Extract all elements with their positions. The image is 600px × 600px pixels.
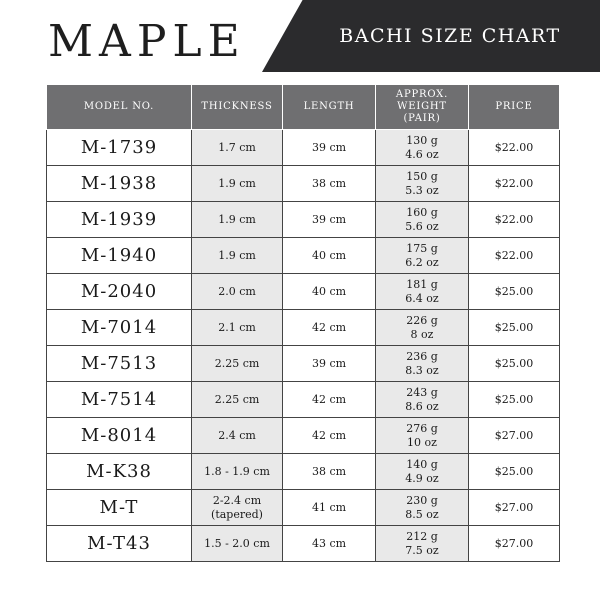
model-cell xyxy=(47,310,192,346)
table-row xyxy=(47,166,560,202)
weight-cell-text: 4.6 oz xyxy=(405,147,439,161)
thickness-cell-text: 2.1 cm xyxy=(218,320,256,334)
weight-cell-text: 140 g xyxy=(406,457,438,471)
header-length: LENGTH xyxy=(283,85,376,130)
length-cell-text: 39 cm xyxy=(311,212,347,226)
thickness-cell xyxy=(192,382,283,418)
weight-cell-text: 236 g xyxy=(406,349,438,363)
weight-cell xyxy=(376,526,469,562)
length-cell-text: 42 cm xyxy=(311,428,347,442)
weight-cell xyxy=(376,166,469,202)
thickness-cell xyxy=(192,166,283,202)
length-cell-text: 41 cm xyxy=(311,500,347,514)
model-cell xyxy=(47,346,192,382)
length-cell xyxy=(283,166,376,202)
length-cell-text: 39 cm xyxy=(311,140,347,154)
model-cell-text: M-1940 xyxy=(80,244,158,266)
header-weight-line2: WEIGHT xyxy=(397,101,447,112)
model-cell-text: M-1938 xyxy=(80,172,158,194)
price-cell-text: $27.00 xyxy=(494,428,534,442)
thickness-cell xyxy=(192,346,283,382)
weight-cell-text: 8.6 oz xyxy=(405,399,439,413)
model-cell-text: M-2040 xyxy=(80,280,158,302)
model-cell xyxy=(47,526,192,562)
model-cell-text: M-T43 xyxy=(87,532,151,554)
weight-cell xyxy=(376,310,469,346)
price-cell-text: $25.00 xyxy=(494,464,534,478)
thickness-cell-text: 2.0 cm xyxy=(218,284,256,298)
price-cell xyxy=(469,454,560,490)
weight-cell-text: 181 g xyxy=(406,277,438,291)
thickness-cell-text: 1.9 cm xyxy=(218,248,256,262)
model-cell xyxy=(47,238,192,274)
weight-cell xyxy=(376,418,469,454)
thickness-cell xyxy=(192,238,283,274)
length-cell xyxy=(283,346,376,382)
length-cell xyxy=(283,454,376,490)
length-cell xyxy=(283,382,376,418)
price-cell xyxy=(469,166,560,202)
weight-cell-text: 212 g xyxy=(406,529,438,543)
price-cell-text: $25.00 xyxy=(494,320,534,334)
weight-cell-text: 230 g xyxy=(406,493,438,507)
weight-cell-text: 5.6 oz xyxy=(405,219,439,233)
weight-cell-text: 8.5 oz xyxy=(405,507,439,521)
length-cell xyxy=(283,274,376,310)
model-cell-text: M-7514 xyxy=(80,388,158,410)
model-cell-text: M-8014 xyxy=(80,424,158,446)
weight-cell xyxy=(376,454,469,490)
length-cell-text: 40 cm xyxy=(311,284,347,298)
thickness-cell-text: 2-2.4 cm xyxy=(212,493,262,507)
thickness-cell-text: 2.4 cm xyxy=(218,428,256,442)
weight-cell-text: 4.9 oz xyxy=(405,471,439,485)
weight-cell-text: 243 g xyxy=(406,385,438,399)
weight-cell-text: 150 g xyxy=(406,169,438,183)
model-cell xyxy=(47,274,192,310)
thickness-cell-text: 1.8 - 1.9 cm xyxy=(204,464,270,478)
weight-cell-text: 10 oz xyxy=(407,435,437,449)
length-cell xyxy=(283,490,376,526)
length-cell-text: 40 cm xyxy=(311,248,347,262)
model-cell xyxy=(47,382,192,418)
table-row xyxy=(47,418,560,454)
table-row xyxy=(47,310,560,346)
model-cell-text: M-K38 xyxy=(86,460,152,482)
header-model: MODEL NO. xyxy=(47,85,192,130)
weight-cell-text: 6.4 oz xyxy=(405,291,439,305)
weight-cell-text: 8.3 oz xyxy=(405,363,439,377)
price-cell xyxy=(469,382,560,418)
weight-cell-text: 226 g xyxy=(406,313,438,327)
model-cell xyxy=(47,418,192,454)
table-body xyxy=(47,130,560,562)
price-cell xyxy=(469,202,560,238)
header-price: PRICE xyxy=(469,85,560,130)
model-cell xyxy=(47,454,192,490)
weight-cell-text: 7.5 oz xyxy=(405,543,439,557)
price-cell xyxy=(469,418,560,454)
price-cell-text: $22.00 xyxy=(494,140,534,154)
length-cell xyxy=(283,418,376,454)
thickness-cell xyxy=(192,274,283,310)
weight-cell xyxy=(376,490,469,526)
model-cell xyxy=(47,166,192,202)
table-row xyxy=(47,130,560,166)
table-row xyxy=(47,526,560,562)
table-row xyxy=(47,382,560,418)
price-cell-text: $25.00 xyxy=(494,284,534,298)
weight-cell xyxy=(376,238,469,274)
length-cell xyxy=(283,310,376,346)
length-cell-text: 38 cm xyxy=(311,176,347,190)
chart-title: BACHI SIZE CHART xyxy=(339,25,561,47)
length-cell xyxy=(283,238,376,274)
length-cell xyxy=(283,130,376,166)
weight-cell-text: 175 g xyxy=(406,241,438,255)
price-cell xyxy=(469,526,560,562)
thickness-cell-text: 1.9 cm xyxy=(218,176,256,190)
price-cell xyxy=(469,310,560,346)
thickness-cell-text: 1.5 - 2.0 cm xyxy=(204,536,270,550)
price-cell-text: $27.00 xyxy=(494,500,534,514)
header-thickness: THICKNESS xyxy=(192,85,283,130)
table-row xyxy=(47,238,560,274)
model-cell-text: M-1939 xyxy=(80,208,158,230)
size-chart-table xyxy=(46,84,560,562)
thickness-cell-text: (tapered) xyxy=(211,507,263,521)
price-cell xyxy=(469,238,560,274)
weight-cell-text: 130 g xyxy=(406,133,438,147)
thickness-cell-text: 2.25 cm xyxy=(214,356,260,370)
header-weight-line3: (PAIR) xyxy=(403,113,441,124)
price-cell-text: $25.00 xyxy=(494,392,534,406)
price-cell xyxy=(469,130,560,166)
model-cell xyxy=(47,490,192,526)
length-cell-text: 43 cm xyxy=(311,536,347,550)
price-cell xyxy=(469,490,560,526)
thickness-cell xyxy=(192,490,283,526)
weight-cell-text: 8 oz xyxy=(410,327,434,341)
model-cell-text: M-1739 xyxy=(80,136,158,158)
thickness-cell xyxy=(192,310,283,346)
brand-title: MAPLE xyxy=(48,16,246,67)
table-row xyxy=(47,346,560,382)
price-cell xyxy=(469,274,560,310)
weight-cell xyxy=(376,202,469,238)
price-cell-text: $22.00 xyxy=(494,248,534,262)
model-cell-text: M-T xyxy=(99,496,139,518)
price-cell-text: $27.00 xyxy=(494,536,534,550)
price-cell-text: $22.00 xyxy=(494,212,534,226)
weight-cell-text: 6.2 oz xyxy=(405,255,439,269)
weight-cell xyxy=(376,130,469,166)
table-row xyxy=(47,202,560,238)
weight-cell-text: 276 g xyxy=(406,421,438,435)
length-cell xyxy=(283,526,376,562)
length-cell-text: 38 cm xyxy=(311,464,347,478)
price-cell-text: $22.00 xyxy=(494,176,534,190)
table-row xyxy=(47,454,560,490)
weight-cell xyxy=(376,346,469,382)
thickness-cell-text: 1.9 cm xyxy=(218,212,256,226)
weight-cell xyxy=(376,274,469,310)
thickness-cell-text: 1.7 cm xyxy=(218,140,256,154)
model-cell xyxy=(47,130,192,166)
model-cell xyxy=(47,202,192,238)
thickness-cell xyxy=(192,454,283,490)
header-weight-line1: APPROX. xyxy=(395,89,449,100)
table-row xyxy=(47,274,560,310)
thickness-cell-text: 2.25 cm xyxy=(214,392,260,406)
model-cell-text: M-7513 xyxy=(80,352,158,374)
thickness-cell xyxy=(192,130,283,166)
weight-cell-text: 5.3 oz xyxy=(405,183,439,197)
price-cell-text: $25.00 xyxy=(494,356,534,370)
weight-cell xyxy=(376,382,469,418)
table-row xyxy=(47,490,560,526)
price-cell xyxy=(469,346,560,382)
weight-cell-text: 160 g xyxy=(406,205,438,219)
length-cell-text: 42 cm xyxy=(311,320,347,334)
thickness-cell xyxy=(192,418,283,454)
length-cell xyxy=(283,202,376,238)
length-cell-text: 39 cm xyxy=(311,356,347,370)
thickness-cell xyxy=(192,526,283,562)
model-cell-text: M-7014 xyxy=(80,316,158,338)
header-weight xyxy=(376,85,469,130)
header-row xyxy=(47,85,560,130)
length-cell-text: 42 cm xyxy=(311,392,347,406)
thickness-cell xyxy=(192,202,283,238)
